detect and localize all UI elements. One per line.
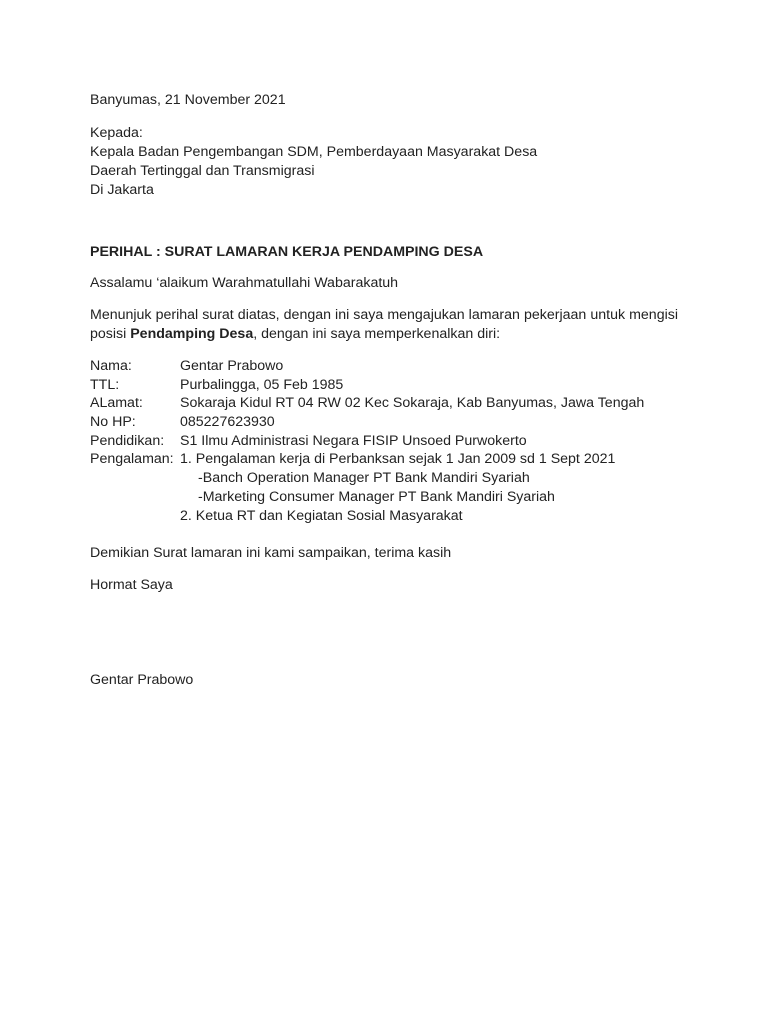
intro-position: Pendamping Desa: [130, 326, 254, 342]
detail-value: S1 Ilmu Administrasi Negara FISIP Unsoed Purwokerto: [180, 432, 527, 449]
letter-signature: Gentar Prabowo: [90, 672, 194, 688]
detail-label: Nama:: [90, 358, 132, 374]
intro-text-1: Menunjuk perihal surat diatas, dengan ini saya mengajukan lamaran pekerjaan untuk mengisi posisi: [90, 307, 678, 342]
detail-row-phone: [90, 413, 708, 432]
detail-row-experience: [90, 450, 708, 469]
detail-subvalue: -Banch Operation Manager PT Bank Mandiri Syariah: [198, 470, 530, 487]
intro-paragraph: [90, 306, 678, 344]
recipient-line-2: Daerah Tertinggal dan Transmigrasi: [90, 163, 315, 179]
detail-row-education: [90, 432, 708, 451]
detail-value: 1. Pengalaman kerja di Perbanksan sejak 1 Jan 2009 sd 1 Sept 2021: [180, 451, 616, 468]
detail-row-ttl: [90, 376, 708, 395]
detail-value: 085227623930: [180, 414, 275, 431]
detail-label: No HP:: [90, 414, 136, 431]
details-list: [90, 357, 708, 525]
letter-regards: Hormat Saya: [90, 577, 173, 593]
detail-value: 2. Ketua RT dan Kegiatan Sosial Masyarakat: [180, 507, 463, 524]
recipient-block: [90, 124, 708, 200]
detail-label-spacer: [90, 507, 180, 526]
detail-label: TTL:: [90, 376, 120, 393]
letter-date: Banyumas, 21 November 2021: [90, 92, 286, 108]
detail-label-spacer: [90, 488, 180, 507]
detail-value: Sokaraja Kidul RT 04 RW 02 Kec Sokaraja, Kab Banyumas, Jawa Tengah: [180, 395, 645, 412]
detail-label: Pengalaman:: [90, 451, 174, 468]
detail-row-name: [90, 357, 708, 376]
detail-row-experience-2: [90, 507, 708, 526]
detail-row-experience-sub: [90, 469, 708, 488]
letter-salutation: Assalamu ‘alaikum Warahmatullahi Wabarakatuh: [90, 275, 399, 291]
letter-closing: Demikian Surat lamaran ini kami sampaikan, terima kasih: [90, 545, 452, 561]
detail-subvalue: -Marketing Consumer Manager PT Bank Mandiri Syariah: [198, 488, 555, 505]
intro-text-2: , dengan ini saya memperkenalkan diri:: [253, 326, 501, 342]
detail-value: Gentar Prabowo: [180, 358, 284, 374]
detail-row-experience-sub: [90, 488, 708, 507]
recipient-line-3: Di Jakarta: [90, 182, 154, 198]
recipient-line-1: Kepala Badan Pengembangan SDM, Pemberdayaan Masyarakat Desa: [90, 144, 538, 160]
detail-row-address: [90, 394, 708, 413]
detail-label: ALamat:: [90, 395, 143, 412]
letter-subject: PERIHAL : SURAT LAMARAN KERJA PENDAMPING DESA: [90, 244, 484, 260]
recipient-greeting: Kepada:: [90, 125, 143, 141]
detail-label-spacer: [90, 469, 180, 488]
detail-label: Pendidikan:: [90, 432, 165, 449]
detail-value: Purbalingga, 05 Feb 1985: [180, 376, 344, 393]
